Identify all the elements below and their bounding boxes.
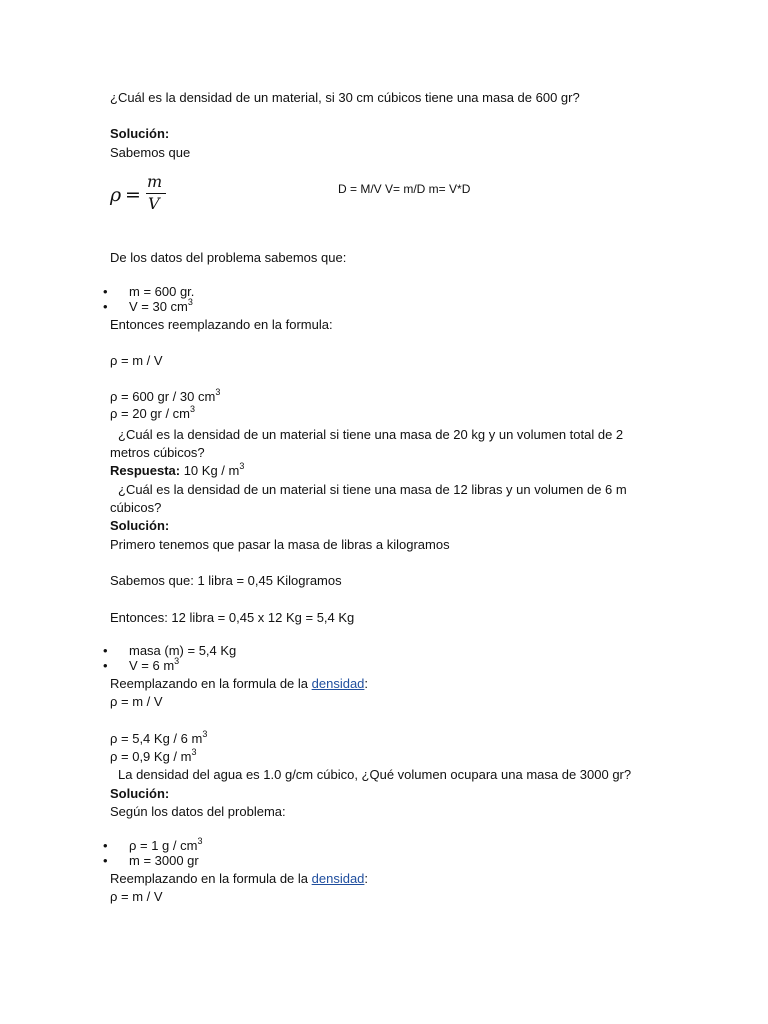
- question-2-line-1: ¿Cuál es la densidad de un material si tiene una masa de 20 kg y un volumen total de 2: [118, 427, 624, 442]
- list-item: m = 600 gr.: [129, 284, 195, 299]
- segun-text: Según los datos del problema:: [110, 804, 286, 819]
- answer-line: Respuesta: 10 Kg / $m^3$: [110, 461, 245, 478]
- list-item: masa (m) = 5,4 Kg: [129, 643, 237, 658]
- rho-equation-3: ρ = m / V: [110, 889, 163, 904]
- solution-label-3: Solución:: [110, 786, 170, 801]
- list-item: ρ = 1 g / $cm^3$: [129, 836, 203, 853]
- list-item: V = 6 $m^3$: [129, 656, 180, 673]
- libra-conversion: Sabemos que: 1 libra = 0,45 Kilogramos: [110, 573, 342, 588]
- formula-equals: =: [125, 184, 141, 206]
- calc-line-3: ρ = 5,4 Kg / 6 $m^3$: [110, 729, 208, 746]
- answer-label: Respuesta:: [110, 463, 181, 478]
- solution-label-2: Solución:: [110, 518, 170, 533]
- calc-line-4: ρ = 0,9 Kg / $m^3$: [110, 747, 197, 764]
- calc-line-1: ρ = 600 gr / 30 $cm^3$: [110, 387, 221, 404]
- reemplazando-line-1: Reemplazando en la formula de la densidad:: [110, 676, 369, 691]
- bullet-marker: •: [103, 658, 108, 673]
- bullet-marker: •: [103, 853, 108, 868]
- primero-text: Primero tenemos que pasar la masa de libras a kilogramos: [110, 537, 450, 552]
- datos-intro: De los datos del problema sabemos que:: [110, 250, 347, 265]
- formula-rho: ρ: [110, 184, 122, 206]
- rho-equation-2: ρ = m / V: [110, 694, 163, 709]
- question-2-line-2: metros cúbicos?: [110, 445, 205, 460]
- question-4: La densidad del agua es 1.0 g/cm cúbico, ¿Qué volumen ocupara una masa de 3000 gr?: [118, 767, 632, 782]
- question-1: ¿Cuál es la densidad de un material, si 30 cm cúbicos tiene una masa de 600 gr?: [110, 90, 580, 105]
- formula-inline: D = M/V V= m/D m= V*D: [338, 182, 471, 196]
- list-item: V = 30 $cm^3$: [129, 297, 193, 314]
- density-formula: [110, 172, 170, 218]
- densidad-link[interactable]: densidad: [311, 676, 365, 691]
- solution-label-1: Solución:: [110, 126, 170, 141]
- densidad-link[interactable]: densidad: [311, 871, 365, 886]
- bullet-marker: •: [103, 284, 108, 299]
- bullet-marker: •: [103, 643, 108, 658]
- bullet-marker: •: [103, 838, 108, 853]
- formula-denominator: V: [148, 194, 160, 213]
- sabemos-que: Sabemos que: [110, 145, 191, 160]
- question-3-line-2: cúbicos?: [110, 500, 162, 515]
- rho-equation: ρ = m / V: [110, 353, 163, 368]
- entonces-text: Entonces reemplazando en la formula:: [110, 317, 333, 332]
- question-3-line-1: ¿Cuál es la densidad de un material si tiene una masa de 12 libras y un volumen de 6 m: [118, 482, 627, 497]
- calc-line-2: ρ = 20 gr / $cm^3$: [110, 404, 196, 421]
- list-item: m = 3000 gr: [129, 853, 199, 868]
- reemplazando-line-2: Reemplazando en la formula de la densidad:: [110, 871, 369, 886]
- formula-numerator: m: [147, 172, 163, 191]
- entonces-calc: Entonces: 12 libra = 0,45 x 12 Kg = 5,4 Kg: [110, 610, 355, 625]
- bullet-marker: •: [103, 299, 108, 314]
